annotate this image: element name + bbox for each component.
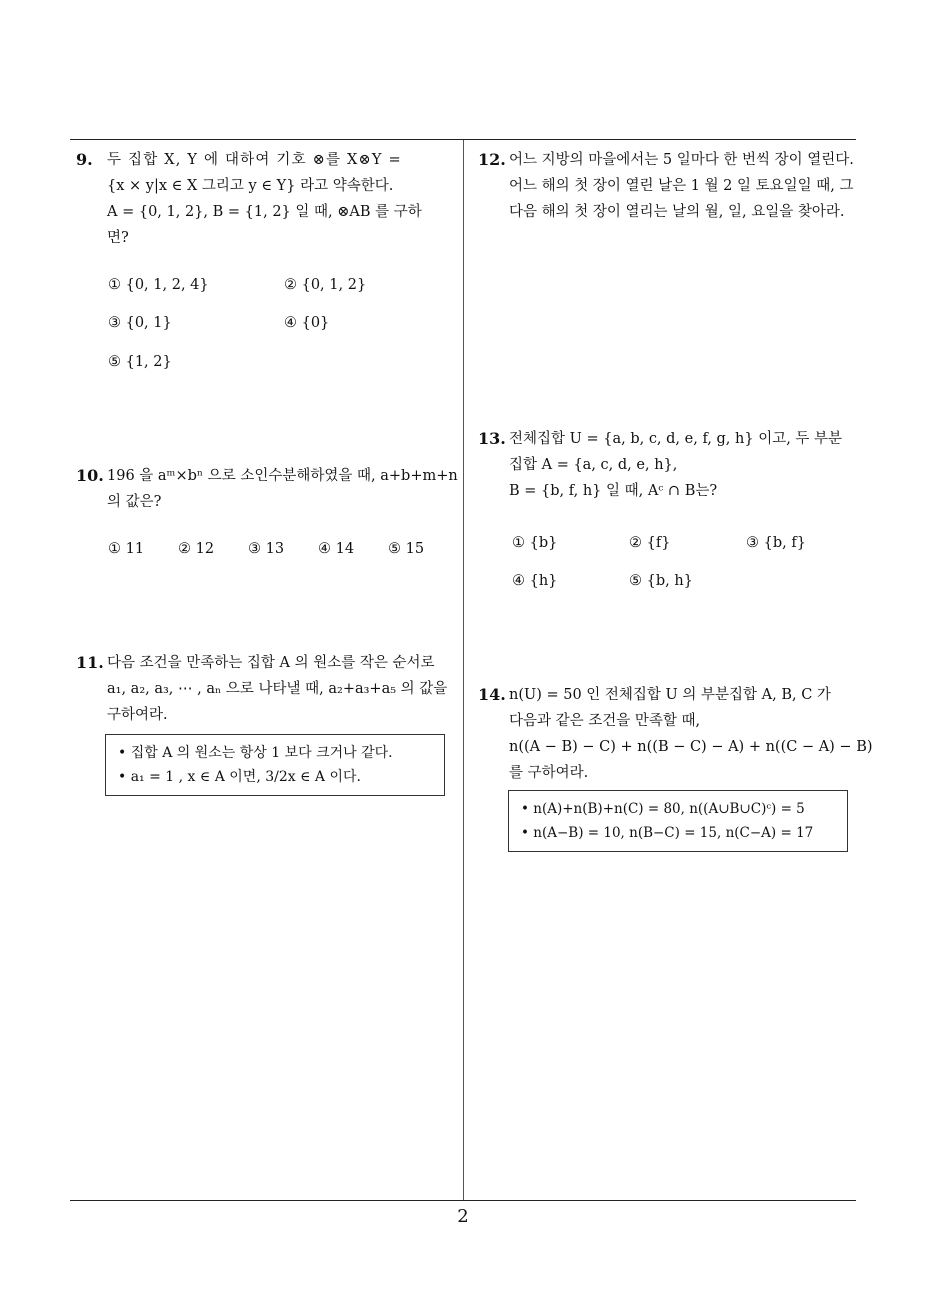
- question-text-line: B = {b, f, h} 일 때, Aᶜ ∩ B는?: [509, 483, 718, 499]
- question-text-line: 의 값은?: [107, 494, 162, 510]
- question-11-conditions-box: [105, 734, 445, 796]
- question-9: [76, 147, 456, 251]
- question-number: 10.: [76, 466, 104, 485]
- answer-option[interactable]: ④ {h}: [512, 573, 558, 589]
- question-text-line: n(U) = 50 인 전체집합 U 의 부분집합 A, B, C 가: [509, 687, 831, 703]
- condition-item: • a₁ = 1 , x ∈ A 이면, 3/2x ∈ A 이다.: [118, 769, 361, 785]
- condition-item: • 집합 A 의 원소는 항상 1 보다 크거나 같다.: [118, 745, 393, 761]
- question-number: 11.: [76, 653, 104, 672]
- question-number: 13.: [478, 429, 506, 448]
- question-text-line: 를 구하여라.: [509, 765, 589, 781]
- question-text-line: 집합 A = {a, c, d, e, h},: [509, 457, 678, 473]
- question-text-line: 어느 지방의 마을에서는 5 일마다 한 번씩 장이 열린다.: [509, 152, 854, 168]
- answer-option[interactable]: ② 12: [178, 541, 215, 557]
- answer-option[interactable]: ⑤ {1, 2}: [108, 354, 172, 370]
- answer-option[interactable]: ⑤ 15: [388, 541, 425, 557]
- question-text-line: {x × y|x ∈ X 그리고 y ∈ Y} 라고 약속한다.: [107, 178, 394, 194]
- question-number: 12.: [478, 150, 506, 169]
- answer-option[interactable]: ① {0, 1, 2, 4}: [108, 277, 209, 293]
- answer-option[interactable]: ③ 13: [248, 541, 285, 557]
- question-text-line: 두 집합 X, Y 에 대하여 기호 ⊗를 X⊗Y =: [107, 152, 402, 168]
- answer-option[interactable]: ① 11: [108, 541, 145, 557]
- answer-option[interactable]: ② {0, 1, 2}: [284, 277, 367, 293]
- question-number: 9.: [76, 150, 93, 169]
- question-text-line: 다음 해의 첫 장이 열리는 날의 월, 일, 요일을 찾아라.: [509, 204, 845, 220]
- answer-option[interactable]: ③ {0, 1}: [108, 315, 172, 331]
- condition-item: • n(A−B) = 10, n(B−C) = 15, n(C−A) = 17: [521, 825, 814, 841]
- question-10: [76, 463, 456, 515]
- question-14-conditions-box: [508, 790, 848, 852]
- question-11: [76, 650, 456, 728]
- question-13: [478, 426, 863, 504]
- question-text-line: 구하여라.: [107, 707, 168, 723]
- question-text-line: A = {0, 1, 2}, B = {1, 2} 일 때, ⊗AB 를 구하: [107, 204, 422, 220]
- question-14: [478, 682, 873, 786]
- question-text-line: 다음과 같은 조건을 만족할 때,: [509, 713, 701, 729]
- page-number: 2: [457, 1206, 469, 1227]
- question-text-line: 어느 해의 첫 장이 열린 날은 1 월 2 일 토요일일 때, 그: [509, 178, 854, 194]
- question-text-line: 다음 조건을 만족하는 집합 A 의 원소를 작은 순서로: [107, 655, 435, 671]
- answer-option[interactable]: ① {b}: [512, 535, 558, 551]
- answer-option[interactable]: ③ {b, f}: [746, 535, 806, 551]
- question-text-line: 면?: [107, 230, 129, 246]
- bottom-rule: [70, 1200, 856, 1201]
- question-text-line: n((A − B) − C) + n((B − C) − A) + n((C − A) − B): [509, 739, 873, 755]
- column-divider: [463, 140, 464, 1201]
- question-text-line: 전체집합 U = {a, b, c, d, e, f, g, h} 이고, 두 부분: [509, 431, 843, 447]
- question-12: [478, 147, 863, 225]
- question-text-line: a₁, a₂, a₃, ⋯ , aₙ 으로 나타낼 때, a₂+a₃+a₅ 의 값을: [107, 681, 448, 697]
- question-number: 14.: [478, 685, 506, 704]
- answer-option[interactable]: ⑤ {b, h}: [629, 573, 693, 589]
- question-text-line: 196 을 aᵐ×bⁿ 으로 소인수분해하였을 때, a+b+m+n: [107, 468, 458, 484]
- answer-option[interactable]: ② {f}: [629, 535, 671, 551]
- answer-option[interactable]: ④ {0}: [284, 315, 330, 331]
- condition-item: • n(A)+n(B)+n(C) = 80, n((A∪B∪C)ᶜ) = 5: [521, 801, 805, 817]
- answer-option[interactable]: ④ 14: [318, 541, 355, 557]
